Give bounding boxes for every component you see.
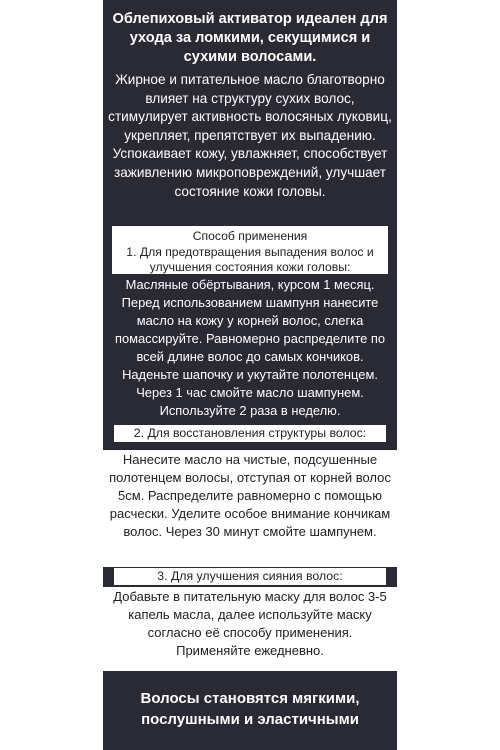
closing-section (103, 671, 397, 750)
step3-section (103, 587, 397, 671)
intro-section (103, 0, 397, 218)
method-heading: Способ применения (192, 229, 308, 243)
step3-text: Добавьте в питательную маску для волос 3-5 капель масла, далее используйте маску согласно её способу применения. Применяйте ежедневно. (113, 589, 387, 658)
step2-title-bar (103, 420, 397, 450)
headline: Облепиховый активатор идеален для ухода за ломкими, секущимися и сухими волосами. (112, 11, 388, 65)
closing-text: Волосы становятся мягкими, послушными и эластичными (140, 690, 360, 728)
method-section (103, 218, 397, 420)
step2-title: 2. Для восстановления структуры волос: (114, 425, 386, 442)
intro-text: Жирное и питательное масло благотворно влияет на структуру сухих волос, стимулирует активность волосяных луковиц, укрепляет, препятствует их выпадению. Успокаивает кожу, увлажняет, способствует заживлению микроповреждений, улучшает состояние кожи головы. (108, 72, 392, 199)
step1-text: Масляные обёртывания, курсом 1 месяц. Перед использованием шампуня нанесите масло на кожу у корней волос, слегка помассируйте. Равномерно распределите по всей длине волос до самых кончиков. Наденьте шапочку и укутайте полотенцем. Через 1 час смойте масло шампунем. Используйте 2 раза в неделю. (114, 277, 386, 418)
step3-title-bar (103, 567, 397, 587)
step2-text: Нанесите масло на чистые, подсушенные полотенцем волосы, отступая от корней волос 5см. Распределите равномерно с помощью расчески. Уделите особое внимание кончикам волос. Через 30 минут смойте шампунем. (109, 452, 391, 539)
step2-section (103, 450, 397, 567)
method-header-box (112, 226, 388, 274)
step3-title: 3. Для улучшения сияния волос: (114, 568, 386, 585)
step1-title: 1. Для предотвращения выпадения волос и улучшения состояния кожи головы: (126, 244, 374, 275)
